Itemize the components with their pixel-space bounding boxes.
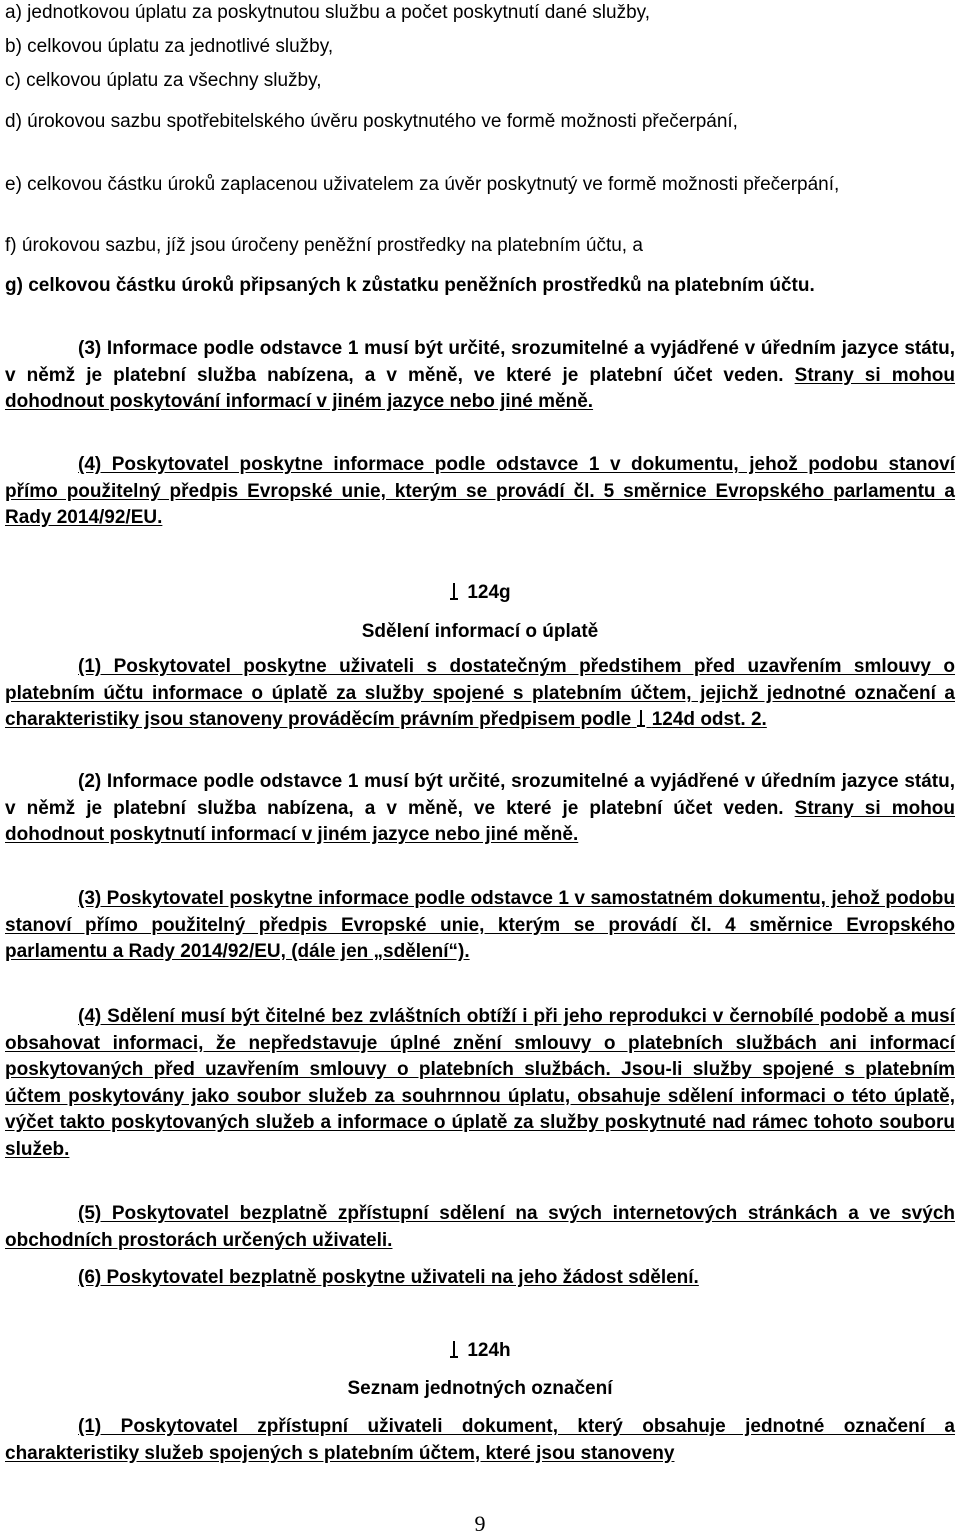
- paragraph-2-part2: Strany si mohou dohodnout poskytnutí informací v jiném jazyce nebo jiné měně.: [5, 797, 956, 845]
- section-sign-icon: [449, 580, 459, 607]
- section-124g-number: [5, 580, 955, 607]
- section-124h-number: [5, 1338, 955, 1365]
- paragraph-2-part1: (2) Informace podle odstavce 1 musí být určité, srozumitelné a vyjádřené v úředním jazyce státu, v němž je platební služba nabízena, a v měně, ve které je platební účet veden.: [5, 771, 955, 819]
- list-item-f: f) úrokovou sazbu, jíž jsou úročeny peněžní prostředky na platebním účtu, a: [5, 235, 643, 256]
- paragraph-3: [5, 336, 955, 416]
- section-124g-title: Sdělení informací o úplatě: [361, 621, 599, 642]
- list-item-g: g) celkovou částku úroků připsaných k zůstatku peněžních prostředků na platebním účtu.: [5, 275, 815, 296]
- list-item-e: e) celkovou částku úroků zaplacenou uživatelem za úvěr poskytnutý ve formě možnosti přečerpání,: [5, 174, 840, 195]
- section-124g-paragraph-1: [5, 654, 955, 734]
- paragraph-3-part1: (3) Informace podle odstavce 1 musí být určité, srozumitelné a vyjádřené v úředním jazyce státu, v němž je platební služba nabízena, a v měně, ve které je platební účet veden.: [5, 338, 955, 386]
- section-124g-paragraph-4: (4) Sdělení musí být čitelné bez zvláštních obtíží i při jeho reprodukci v černobílé podobě a musí obsahovat informaci, že nepředstavuje úplné znění smlouvy o platebních službách ani informací poskytovaných před uzavřením smlouvy o platebních službách. Jsou-li služby spojené s platebním účtem poskytovány jako soubor služeb za souhrnnou úplatu, obsahuje sdělení informaci o této úplatě, výčet takto poskytovaných služeb a informace o úplatě za služby poskytnuté nad rámec tohoto souboru služeb.: [5, 1006, 955, 1160]
- section-124g-paragraph-5: (5) Poskytovatel bezplatně zpřístupní sdělení na svých internetových stránkách a ve svých obchodních prostorách určených uživateli.: [5, 1203, 955, 1251]
- section-124g-paragraph-2: [5, 769, 955, 849]
- section-number: 124g: [467, 582, 511, 603]
- section-124h-paragraph-1: (1) Poskytovatel zpřístupní uživateli dokument, který obsahuje jednotné označení a charakteristiky služeb spojených s platebním účtem, které jsou stanoveny: [5, 1416, 955, 1464]
- list-item-a: a) jednotkovou úplatu za poskytnutou službu a počet poskytnutí dané služby,: [5, 2, 651, 23]
- section-number: 124h: [467, 1340, 511, 1361]
- page-number: 9: [474, 1511, 486, 1536]
- list-item-d: d) úrokovou sazbu spotřebitelského úvěru poskytnutého ve formě možnosti přečerpání,: [5, 111, 738, 132]
- paragraph-3-part2: Strany si mohou dohodnout poskytování informací v jiném jazyce nebo jiné měně.: [5, 364, 956, 412]
- section-sign-icon: [449, 1338, 459, 1365]
- paragraph-4: (4) Poskytovatel poskytne informace podle odstavce 1 v dokumentu, jehož podobu stanoví přímo použitelný předpis Evropské unie, kterým se provádí čl. 5 směrnice Evropského parlamentu a Rady 2014/92/EU.: [5, 454, 955, 528]
- list-item-b: b) celkovou úplatu za jednotlivé služby,: [5, 36, 334, 57]
- section-124g-paragraph-6: (6) Poskytovatel bezplatně poskytne uživateli na jeho žádost sdělení.: [78, 1267, 699, 1288]
- section-124h-title: Seznam jednotných označení: [347, 1378, 613, 1399]
- paragraph-text: (1) Poskytovatel poskytne uživateli s dostatečným předstihem před uzavřením smlouvy o platebním účtu informace o úplatě za služby spojené s platebním účtem, jejichž jednotné označení a charakteristiky jsou stanoveny prováděcím právním předpisem podle: [5, 656, 955, 730]
- section-124g-paragraph-3: (3) Poskytovatel poskytne informace podle odstavce 1 v samostatném dokumentu, jehož podobu stanoví přímo použitelný předpis Evropské unie, kterým se provádí čl. 4 směrnice Evropského parlamentu a Rady 2014/92/EU, (dále jen „sdělení“).: [5, 888, 955, 962]
- section-sign-icon: [636, 709, 646, 730]
- list-item-c: c) celkovou úplatu za všechny služby,: [5, 70, 322, 91]
- paragraph-text-after: 124d odst. 2.: [651, 709, 767, 730]
